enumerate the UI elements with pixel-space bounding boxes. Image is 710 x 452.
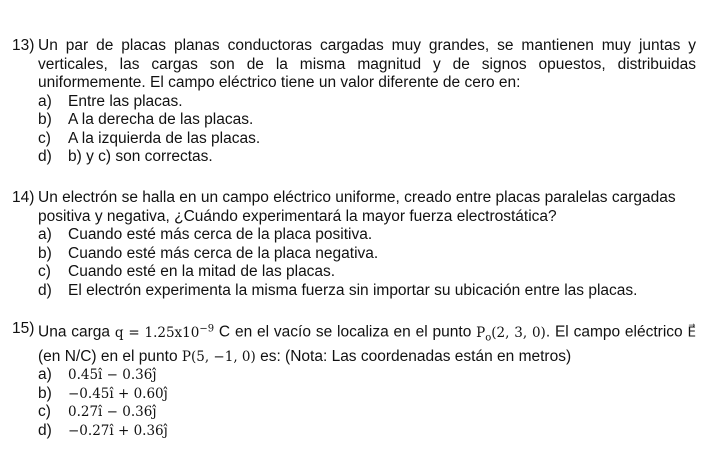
option-text: −0.27î + 0.36ĵ	[68, 422, 168, 439]
option-text: El electrón experimenta la misma fuerza sin importar su ubicación entre las placas.	[68, 281, 638, 299]
option-text: Cuando esté más cerca de la placa positiva.	[68, 226, 373, 243]
option-a[interactable]	[38, 93, 696, 112]
option-text: Cuando esté en la mitad de las placas.	[68, 263, 336, 280]
option-letter: d)	[38, 148, 52, 165]
option-d[interactable]	[38, 282, 696, 301]
option-text: 0.45î − 0.36ĵ	[68, 367, 157, 384]
option-text: 0.27î − 0.36ĵ	[68, 404, 157, 421]
option-letter: a)	[38, 92, 52, 110]
question-number: 14)	[12, 189, 35, 206]
option-letter: d)	[38, 421, 52, 439]
option-list	[38, 93, 696, 167]
question-13	[12, 37, 696, 167]
option-b[interactable]	[38, 245, 696, 264]
option-letter: d)	[38, 281, 52, 299]
point-p: P(5, −1, 0)	[181, 348, 256, 365]
question-number: 15)	[12, 320, 35, 337]
option-text: A la derecha de las placas.	[68, 111, 254, 128]
question-stem: Una carga $q = 1.25x10^{-9}$ C en el vacío se localiza en el punto $P_o(2$, 3, 0). El campo eléctrico E⃗ (en N/C) en el punto P(5, −1, 0) es: (Nota: Las coordenadas están en metros)	[38, 323, 697, 365]
option-letter: c)	[38, 403, 51, 421]
question-15	[12, 320, 696, 440]
option-text: b) y c) son correctas.	[68, 148, 213, 165]
option-d[interactable]	[38, 148, 696, 167]
option-c[interactable]	[38, 403, 696, 422]
option-letter: a)	[38, 226, 52, 243]
option-text: −0.45î + 0.60ĵ	[68, 385, 168, 402]
option-letter: c)	[38, 129, 51, 147]
option-d[interactable]	[38, 422, 696, 441]
option-c[interactable]	[38, 263, 696, 282]
charge-expression: $q = 1.25x10^{-9}$	[114, 323, 215, 341]
option-b[interactable]	[38, 385, 696, 404]
option-a[interactable]	[38, 226, 696, 245]
electric-field-vector: E⃗	[687, 324, 697, 341]
question-number: 13)	[12, 37, 35, 54]
option-c[interactable]	[38, 130, 696, 149]
option-a[interactable]	[38, 366, 696, 385]
option-list	[38, 366, 696, 440]
option-text: A la izquierda de las placas.	[68, 129, 261, 147]
question-14	[12, 189, 696, 300]
option-text: Cuando esté más cerca de la placa negativa.	[68, 244, 379, 262]
question-stem: Un electrón se halla en un campo eléctrico uniforme, creado entre placas paralelas cargadas positiva y negativa, ¿Cuándo experimentará la mayor fuerza electrostática?	[38, 189, 676, 225]
option-list	[38, 226, 696, 300]
option-letter: b)	[38, 244, 52, 262]
option-letter: c)	[38, 263, 51, 280]
option-text: Entre las placas.	[68, 92, 183, 110]
question-stem: Un par de placas planas conductoras cargadas muy grandes, se mantienen muy juntas y verticales, las cargas son de la misma magnitud y de signos opuestos, distribuidas uniformemente. El campo eléctrico tiene un valor diferente de cero en:	[38, 37, 696, 91]
option-letter: b)	[38, 111, 52, 128]
option-letter: b)	[38, 384, 52, 402]
option-b[interactable]	[38, 111, 696, 130]
option-letter: a)	[38, 366, 52, 384]
point-po: $P_o(2$, 3, 0)	[476, 324, 546, 344]
